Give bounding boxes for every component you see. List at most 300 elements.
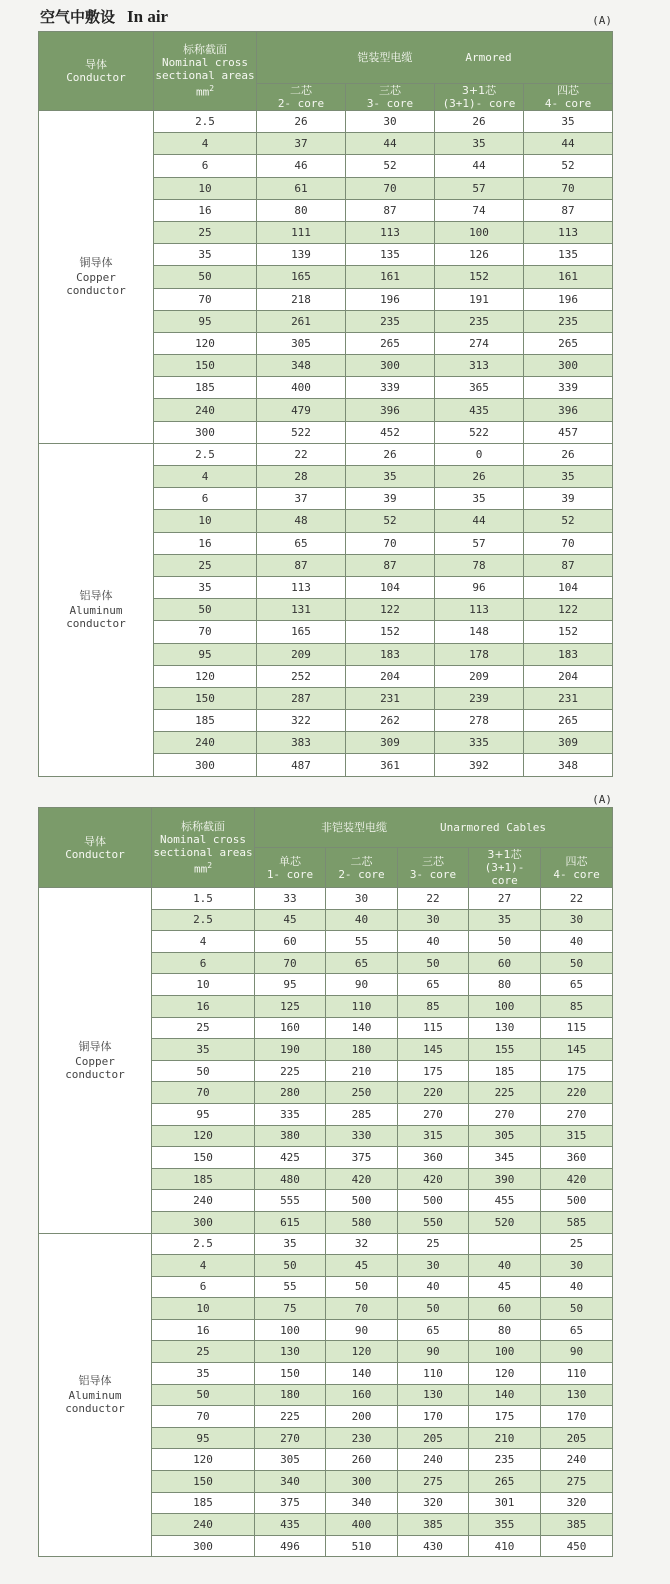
conductor-header: [39, 808, 152, 888]
ampacity-cell: 65: [398, 974, 469, 996]
ampacity-cell: 135: [346, 244, 435, 266]
ampacity-cell: 225: [255, 1060, 326, 1082]
cross-section-cell: 300: [154, 421, 257, 443]
ampacity-cell: 278: [435, 710, 524, 732]
area-header-unit: mm: [193, 862, 208, 876]
ampacity-cell: 30: [346, 111, 435, 133]
ampacity-cell: 210: [469, 1427, 541, 1449]
ampacity-cell: 175: [541, 1060, 613, 1082]
ampacity-cell: 130: [541, 1384, 613, 1406]
cross-section-cell: 16: [152, 995, 255, 1017]
ampacity-cell: 52: [346, 155, 435, 177]
cross-section-cell: 240: [154, 399, 257, 421]
ampacity-cell: 30: [398, 909, 469, 931]
title-en: In air: [127, 7, 169, 26]
ampacity-cell: 196: [346, 288, 435, 310]
title-zh: 空气中敷设: [40, 8, 116, 26]
cross-section-cell: 300: [152, 1535, 255, 1557]
conductor-header-zh: 导体: [85, 58, 107, 71]
ampacity-cell: 37: [257, 133, 346, 155]
ampacity-cell: 225: [469, 1082, 541, 1104]
ampacity-cell: 522: [435, 421, 524, 443]
aluminum-label-en1: Aluminum: [68, 1389, 122, 1403]
core-column-header: [469, 848, 541, 888]
ampacity-cell: 39: [524, 488, 613, 510]
cross-section-cell: 6: [152, 952, 255, 974]
ampacity-cell: 25: [398, 1233, 469, 1255]
area-header-en1: Nominal cross: [161, 56, 249, 70]
ampacity-cell: 385: [541, 1514, 613, 1536]
ampacity-cell: 339: [524, 377, 613, 399]
ampacity-cell: 85: [398, 995, 469, 1017]
ampacity-cell: 385: [398, 1514, 469, 1536]
ampacity-cell: 420: [326, 1168, 398, 1190]
ampacity-cell: 110: [326, 995, 398, 1017]
core-column-header: [435, 84, 524, 111]
cross-section-cell: 6: [154, 488, 257, 510]
ampacity-cell: 479: [257, 399, 346, 421]
ampacity-cell: 26: [435, 111, 524, 133]
ampacity-cell: 113: [524, 221, 613, 243]
ampacity-cell: 313: [435, 355, 524, 377]
cable-type-header: [257, 32, 613, 84]
ampacity-cell: 26: [435, 466, 524, 488]
ampacity-cell: 80: [257, 199, 346, 221]
ampacity-cell: 65: [257, 532, 346, 554]
cross-section-cell: 16: [154, 199, 257, 221]
ampacity-cell: 218: [257, 288, 346, 310]
ampacity-cell: 455: [469, 1190, 541, 1212]
ampacity-cell: 90: [326, 1319, 398, 1341]
ampacity-cell: 235: [524, 310, 613, 332]
cross-section-cell: 6: [154, 155, 257, 177]
ampacity-cell: 175: [398, 1060, 469, 1082]
ampacity-cell: 430: [398, 1535, 469, 1557]
copper-label-en1: Copper: [76, 271, 116, 285]
ampacity-cell: 80: [469, 1319, 541, 1341]
cross-section-cell: 25: [154, 221, 257, 243]
cross-section-cell: 300: [154, 754, 257, 776]
ampacity-cell: 52: [524, 510, 613, 532]
ampacity-cell: 55: [255, 1276, 326, 1298]
ampacity-cell: 615: [255, 1211, 326, 1233]
ampacity-cell: 580: [326, 1211, 398, 1233]
ampacity-cell: 152: [524, 621, 613, 643]
cross-section-cell: 4: [152, 1255, 255, 1277]
ampacity-cell: 435: [255, 1514, 326, 1536]
aluminum-label-en1: Aluminum: [69, 604, 123, 618]
ampacity-cell: 161: [524, 266, 613, 288]
ampacity-cell: 204: [524, 665, 613, 687]
cross-section-cell: 95: [152, 1103, 255, 1125]
ampacity-cell: 220: [541, 1082, 613, 1104]
ampacity-cell: 196: [524, 288, 613, 310]
ampacity-cell: 55: [326, 931, 398, 953]
core-header-zh: 二芯: [290, 84, 312, 97]
core-header-zh: 四芯: [565, 854, 588, 868]
copper-conductor-group: [39, 888, 152, 1234]
ampacity-cell: 375: [255, 1492, 326, 1514]
ampacity-cell: 70: [346, 177, 435, 199]
cross-section-cell: 50: [152, 1384, 255, 1406]
cross-section-cell: 185: [154, 710, 257, 732]
ampacity-cell: 40: [541, 931, 613, 953]
header-row: [39, 32, 613, 84]
ampacity-cell: 22: [257, 443, 346, 465]
cross-section-cell: 10: [152, 1298, 255, 1320]
ampacity-cell: 210: [326, 1060, 398, 1082]
cross-section-cell: 70: [152, 1082, 255, 1104]
ampacity-cell: 113: [257, 576, 346, 598]
ampacity-cell: 457: [524, 421, 613, 443]
ampacity-cell: 274: [435, 332, 524, 354]
core-header-en: 2- core: [338, 867, 385, 881]
ampacity-cell: 180: [326, 1039, 398, 1061]
ampacity-cell: 37: [257, 488, 346, 510]
ampacity-cell: 104: [346, 576, 435, 598]
ampacity-cell: 35: [524, 466, 613, 488]
ampacity-cell: 100: [469, 995, 541, 1017]
cross-section-cell: 16: [152, 1319, 255, 1341]
ampacity-cell: 87: [524, 554, 613, 576]
cable-type-header: [255, 808, 613, 848]
ampacity-cell: 305: [255, 1449, 326, 1471]
ampacity-cell: 348: [524, 754, 613, 776]
ampacity-cell: 35: [524, 111, 613, 133]
ampacity-cell: 361: [346, 754, 435, 776]
armored-ampacity-table: [38, 31, 613, 777]
ampacity-cell: 115: [541, 1017, 613, 1039]
ampacity-cell: 50: [541, 952, 613, 974]
ampacity-cell: 410: [469, 1535, 541, 1557]
ampacity-cell: 392: [435, 754, 524, 776]
ampacity-cell: 348: [257, 355, 346, 377]
ampacity-cell: 183: [524, 643, 613, 665]
ampacity-cell: 287: [257, 687, 346, 709]
cross-section-cell: 150: [152, 1147, 255, 1169]
ampacity-cell: 87: [346, 554, 435, 576]
ampacity-cell: 35: [435, 133, 524, 155]
core-header-zh: 四芯: [557, 84, 580, 97]
ampacity-cell: 113: [346, 221, 435, 243]
ampacity-cell: 265: [524, 710, 613, 732]
core-header-en: 1- core: [266, 867, 314, 881]
table-row: [39, 443, 613, 465]
ampacity-cell: 87: [257, 554, 346, 576]
ampacity-cell: 45: [469, 1276, 541, 1298]
ampacity-cell: 155: [469, 1039, 541, 1061]
cross-section-cell: 70: [154, 288, 257, 310]
ampacity-cell: 383: [257, 732, 346, 754]
table-row: [39, 111, 613, 133]
cross-section-cell: 120: [152, 1449, 255, 1471]
ampacity-cell: 39: [346, 488, 435, 510]
core-column-header: [255, 848, 326, 888]
ampacity-cell: 285: [326, 1103, 398, 1125]
ampacity-cell: 60: [255, 931, 326, 953]
ampacity-cell: 191: [435, 288, 524, 310]
core-column-header: [524, 84, 613, 111]
ampacity-cell: 78: [435, 554, 524, 576]
ampacity-cell: 275: [398, 1471, 469, 1493]
table-row: [39, 888, 613, 910]
ampacity-cell: 555: [255, 1190, 326, 1212]
ampacity-cell: 161: [346, 266, 435, 288]
ampacity-cell: 480: [255, 1168, 326, 1190]
ampacity-cell: 145: [398, 1039, 469, 1061]
ampacity-cell: 140: [326, 1017, 398, 1039]
ampacity-cell: 360: [398, 1147, 469, 1169]
ampacity-cell: 40: [541, 1276, 613, 1298]
ampacity-cell: 380: [255, 1125, 326, 1147]
ampacity-cell: 270: [398, 1103, 469, 1125]
cross-section-cell: 16: [154, 532, 257, 554]
cross-section-cell: 70: [154, 621, 257, 643]
ampacity-cell: 44: [346, 133, 435, 155]
ampacity-cell: 48: [257, 510, 346, 532]
copper-label-en1: Copper: [75, 1054, 115, 1068]
unit-label: (A): [592, 793, 612, 806]
ampacity-cell: 26: [346, 443, 435, 465]
ampacity-cell: 40: [469, 1255, 541, 1277]
cross-section-cell: 4: [154, 133, 257, 155]
ampacity-cell: 305: [469, 1125, 541, 1147]
ampacity-cell: 390: [469, 1168, 541, 1190]
ampacity-cell: 130: [255, 1341, 326, 1363]
core-header-en: (3+1)- core: [442, 97, 516, 110]
ampacity-cell: 70: [524, 177, 613, 199]
ampacity-cell: 496: [255, 1535, 326, 1557]
cross-section-cell: 2.5: [154, 111, 257, 133]
cross-section-cell: 240: [154, 732, 257, 754]
ampacity-cell: 265: [469, 1471, 541, 1493]
ampacity-cell: 50: [541, 1298, 613, 1320]
cross-section-cell: 50: [154, 599, 257, 621]
ampacity-cell: 365: [435, 377, 524, 399]
ampacity-cell: 100: [469, 1341, 541, 1363]
ampacity-cell: 178: [435, 643, 524, 665]
ampacity-cell: 30: [541, 909, 613, 931]
ampacity-cell: 60: [469, 1298, 541, 1320]
ampacity-cell: 100: [255, 1319, 326, 1341]
ampacity-cell: 122: [524, 599, 613, 621]
ampacity-cell: 400: [257, 377, 346, 399]
ampacity-cell: 152: [435, 266, 524, 288]
ampacity-cell: 33: [255, 888, 326, 910]
cross-section-cell: 150: [154, 355, 257, 377]
ampacity-cell: 35: [346, 466, 435, 488]
unarmored-ampacity-table: [38, 807, 613, 1557]
ampacity-cell: 396: [346, 399, 435, 421]
area-header-en2: sectional areas: [155, 69, 255, 83]
ampacity-cell: 122: [346, 599, 435, 621]
unit-label: (A): [592, 14, 612, 27]
conductor-header-zh: 导体: [84, 834, 106, 848]
ampacity-cell: 239: [435, 687, 524, 709]
ampacity-cell: 420: [398, 1168, 469, 1190]
ampacity-cell: 22: [541, 888, 613, 910]
ampacity-cell: 183: [346, 643, 435, 665]
ampacity-cell: 209: [257, 643, 346, 665]
core-header-zh: 二芯: [350, 854, 373, 868]
ampacity-cell: 57: [435, 532, 524, 554]
ampacity-cell: 231: [524, 687, 613, 709]
ampacity-cell: 300: [326, 1471, 398, 1493]
ampacity-cell: 487: [257, 754, 346, 776]
ampacity-cell: 230: [326, 1427, 398, 1449]
ampacity-cell: 131: [257, 599, 346, 621]
ampacity-cell: 25: [541, 1233, 613, 1255]
copper-label-en2: conductor: [65, 1067, 125, 1081]
ampacity-cell: 110: [398, 1363, 469, 1385]
ampacity-cell: 0: [435, 443, 524, 465]
ampacity-cell: 52: [524, 155, 613, 177]
core-column-header: [326, 848, 398, 888]
ampacity-cell: 315: [398, 1125, 469, 1147]
ampacity-cell: 400: [326, 1514, 398, 1536]
core-column-header: [541, 848, 613, 888]
conductor-header-en: Conductor: [65, 847, 125, 861]
ampacity-cell: 240: [541, 1449, 613, 1471]
ampacity-cell: 500: [398, 1190, 469, 1212]
core-header-zh: 三芯: [379, 84, 401, 97]
cross-section-cell: 120: [154, 332, 257, 354]
area-header: [154, 32, 257, 111]
ampacity-cell: 45: [326, 1255, 398, 1277]
area-header-zh: 标称截面: [181, 819, 225, 833]
ampacity-cell: 28: [257, 466, 346, 488]
ampacity-cell: 26: [524, 443, 613, 465]
area-header-en1: Nominal cross: [159, 832, 247, 846]
ampacity-cell: 335: [435, 732, 524, 754]
aluminum-conductor-group: [39, 1233, 152, 1557]
ampacity-cell: 100: [435, 221, 524, 243]
core-header-zh: 三芯: [422, 854, 444, 868]
core-column-header: [398, 848, 469, 888]
cross-section-cell: 6: [152, 1276, 255, 1298]
area-header-unit: mm: [195, 85, 210, 99]
ampacity-cell: 270: [255, 1427, 326, 1449]
aluminum-label-zh: 铝导体: [79, 589, 113, 603]
ampacity-cell: 265: [524, 332, 613, 354]
core-header-zh: 3+1芯: [461, 84, 497, 97]
ampacity-cell: 74: [435, 199, 524, 221]
cross-section-cell: 50: [154, 266, 257, 288]
cross-section-cell: 35: [154, 244, 257, 266]
table-row: [39, 1233, 613, 1255]
ampacity-cell: [469, 1233, 541, 1255]
ampacity-cell: 35: [435, 488, 524, 510]
ampacity-cell: 235: [469, 1449, 541, 1471]
cross-section-cell: 2.5: [154, 443, 257, 465]
ampacity-cell: 126: [435, 244, 524, 266]
core-header-en: 4- core: [553, 867, 600, 881]
cross-section-cell: 25: [154, 554, 257, 576]
core-header-en: 3- core: [409, 867, 457, 881]
ampacity-cell: 50: [398, 952, 469, 974]
ampacity-cell: 452: [346, 421, 435, 443]
cable-type-label: 非铠装型电缆 Unarmored Cables: [321, 821, 546, 834]
ampacity-cell: 65: [541, 1319, 613, 1341]
ampacity-cell: 90: [398, 1341, 469, 1363]
aluminum-conductor-group: [39, 443, 154, 776]
ampacity-cell: 420: [541, 1168, 613, 1190]
ampacity-cell: 145: [541, 1039, 613, 1061]
cross-section-cell: 25: [152, 1017, 255, 1039]
ampacity-cell: 309: [524, 732, 613, 754]
ampacity-cell: 50: [255, 1255, 326, 1277]
aluminum-label-zh: 铝导体: [78, 1374, 112, 1388]
area-header-en2: sectional areas: [153, 845, 253, 859]
ampacity-cell: 111: [257, 221, 346, 243]
ampacity-cell: 96: [435, 576, 524, 598]
ampacity-cell: 510: [326, 1535, 398, 1557]
cross-section-cell: 4: [152, 931, 255, 953]
cross-section-cell: 150: [152, 1471, 255, 1493]
ampacity-cell: 260: [326, 1449, 398, 1471]
cross-section-cell: 70: [152, 1406, 255, 1428]
ampacity-cell: 45: [255, 909, 326, 931]
cross-section-cell: 150: [154, 687, 257, 709]
ampacity-cell: 330: [326, 1125, 398, 1147]
ampacity-cell: 265: [346, 332, 435, 354]
ampacity-cell: 70: [326, 1298, 398, 1320]
ampacity-cell: 165: [257, 621, 346, 643]
ampacity-cell: 500: [541, 1190, 613, 1212]
cross-section-cell: 35: [152, 1363, 255, 1385]
cross-section-cell: 50: [152, 1060, 255, 1082]
ampacity-cell: 30: [398, 1255, 469, 1277]
ampacity-cell: 275: [541, 1471, 613, 1493]
cable-type-label: 铠装型电缆 Armored: [357, 51, 512, 64]
ampacity-cell: 160: [255, 1017, 326, 1039]
ampacity-cell: 85: [541, 995, 613, 1017]
cross-section-cell: 1.5: [152, 888, 255, 910]
page-title: [40, 6, 168, 28]
cross-section-cell: 95: [152, 1427, 255, 1449]
ampacity-cell: 87: [524, 199, 613, 221]
ampacity-cell: 220: [398, 1082, 469, 1104]
cross-section-cell: 240: [152, 1190, 255, 1212]
ampacity-cell: 322: [257, 710, 346, 732]
cross-section-cell: 95: [154, 643, 257, 665]
cross-section-cell: 35: [152, 1039, 255, 1061]
ampacity-cell: 340: [326, 1492, 398, 1514]
cross-section-cell: 185: [154, 377, 257, 399]
area-header: [152, 808, 255, 888]
aluminum-label-en2: conductor: [65, 1402, 125, 1416]
ampacity-cell: 125: [255, 995, 326, 1017]
core-header-zh: 3+1芯: [487, 848, 522, 861]
ampacity-cell: 340: [255, 1471, 326, 1493]
ampacity-cell: 335: [255, 1103, 326, 1125]
ampacity-cell: 190: [255, 1039, 326, 1061]
ampacity-cell: 40: [326, 909, 398, 931]
ampacity-cell: 200: [326, 1406, 398, 1428]
ampacity-cell: 104: [524, 576, 613, 598]
aluminum-label-en2: conductor: [66, 617, 126, 631]
ampacity-cell: 235: [435, 310, 524, 332]
ampacity-cell: 50: [326, 1276, 398, 1298]
ampacity-cell: 450: [541, 1535, 613, 1557]
ampacity-cell: 95: [255, 974, 326, 996]
area-header-unit-sup: 2: [209, 84, 215, 94]
ampacity-cell: 235: [346, 310, 435, 332]
ampacity-cell: 65: [398, 1319, 469, 1341]
cross-section-cell: 120: [154, 665, 257, 687]
ampacity-cell: 435: [435, 399, 524, 421]
ampacity-cell: 22: [398, 888, 469, 910]
